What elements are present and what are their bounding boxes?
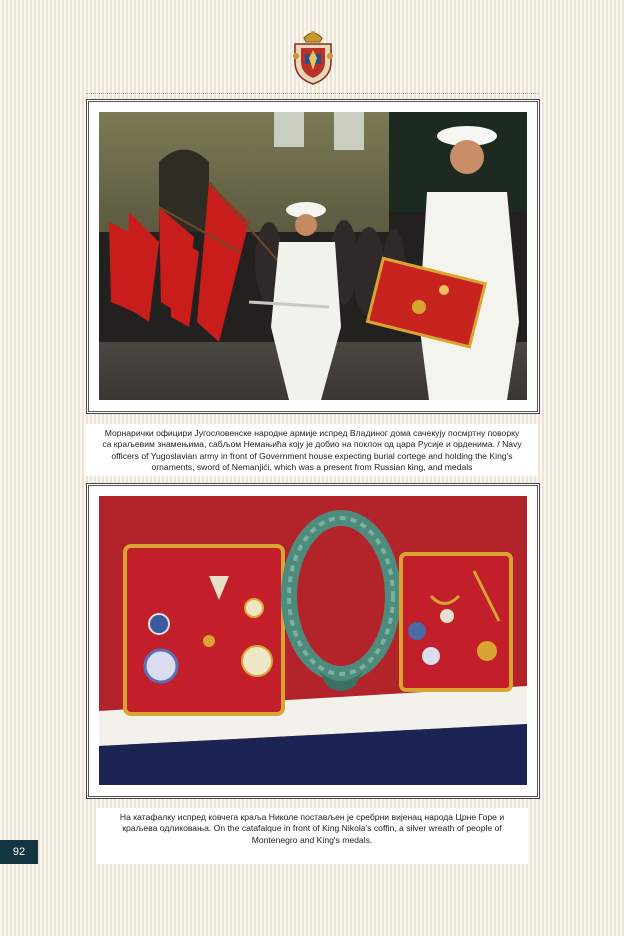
photo2-caption	[96, 808, 528, 864]
photo-frame-officers	[86, 99, 540, 414]
photo1-caption	[86, 424, 538, 476]
photo-navy-officers	[99, 112, 527, 400]
photo-frame-catafalque	[86, 483, 540, 799]
photo-catafalque-medals	[99, 496, 527, 785]
header-rule	[86, 93, 538, 94]
photo1-caption-text: Морнарички официри Југословенске народне армије испред Владиног дома сачекују посмртну поворку са краљевим знамењима, сабљом Немањића коју је добио на поклон од цара Русије и орденима. / Navy officers of Yugoslavian army in front of Government house expecting burial cortege and holding the King's ornaments, sword of Nemanjići, which was a present from Russian king, and medals	[102, 428, 522, 473]
page-number: 92	[0, 840, 38, 864]
coat-of-arms-logo	[290, 28, 336, 86]
photo2-caption-text: На катафалку испред ковчега краља Николе постављен је сребрни вијенац народа Црне Горе и краљева одликовања. On the catafalque in front of King Nikola's coffin, a silver wreath of people of Montenegro and King's medals.	[119, 812, 505, 845]
